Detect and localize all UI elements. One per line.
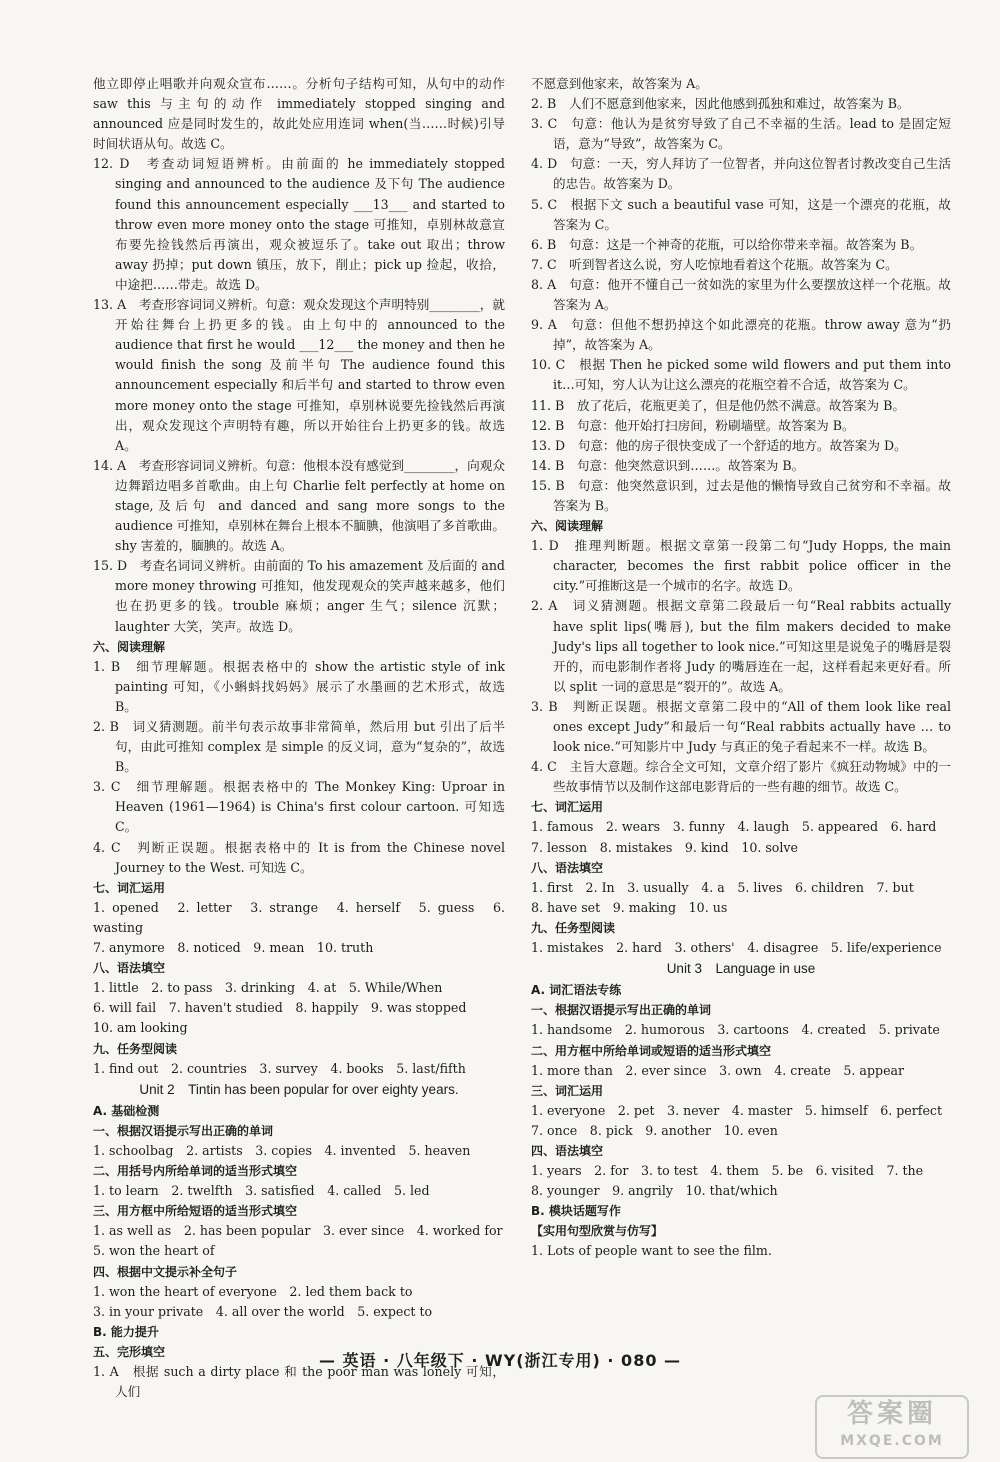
answer-line: 6. B 句意：这是一个神奇的花瓶，可以给你带来幸福。故答案为 B。 [531, 236, 923, 252]
section-heading: 一、根据汉语提示写出正确的单词 [93, 1123, 274, 1138]
answer-line: 9. A 句意：但他不想扔掉这个如此漂亮的花瓶。throw away 意为“扔掉”，故答案为 A。 [531, 317, 951, 353]
answer-line: 13. A 考查形容词词义辨析。句意：观众发现这个声明特别________，就开始往舞台上扔更多的钱。由上句中的 announced to the audience that first he would ___12___ the money and then he would finish the song 及前半句 The audience found this announcement especially 和后半句 and started to throw even more money onto the stage 可推知，卓别林说要先捡钱然后再演出，观众发现这个声明特有趣，所以开始往台上扔更多的钱。故选 A。 [93, 297, 505, 453]
answer-line: 1. B 细节理解题。根据表格中的 show the artistic style of ink painting 可知，《小蝌蚪找妈妈》展示了水墨画的艺术形式，故选 B。 [93, 658, 505, 714]
answer-line: 1. A 根据 such a dirty place 和 the poor man was lonely 可知，人们 [93, 1364, 505, 1400]
answer-line: 14. B 句意：他突然意识到……。故答案为 B。 [531, 457, 805, 473]
section-heading: B. 模块话题写作 [531, 1204, 621, 1219]
answer-line: 1. mistakes 2. hard 3. others' 4. disagree 5. life/experience [531, 940, 942, 956]
answer-line: 1. handsome 2. humorous 3. cartoons 4. created 5. private [531, 1022, 940, 1038]
answer-line: 10. am looking [93, 1020, 188, 1036]
section-heading: A. 基础检测 [93, 1103, 160, 1118]
left-column [93, 74, 505, 1402]
section-heading: 四、语法填空 [531, 1143, 604, 1158]
answer-line: 1. D 推理判断题。根据文章第一段第二句“Judy Hopps, the main character, becomes the first rabbit police officer in the city.”可推断这是一个城市的名字。故选 D。 [531, 538, 951, 594]
answer-line: 1. years 2. for 3. to test 4. them 5. be 6. visited 7. the [531, 1163, 924, 1179]
answer-line: 3. C 句意：他认为是贫穷导致了自己不幸福的生活。lead to 是固定短语，意为“导致”，故答案为 C。 [531, 116, 951, 152]
answer-line: 10. C 根据 Then he picked some wild flowers and put them into it…可知，穷人认为让这么漂亮的花瓶空着不合适，故答案为 C。 [531, 357, 951, 393]
answer-line: 2. A 词义猜测题。根据文章第二段最后一句“Real rabbits actually have split lips(嘴唇), but the film makers decided to make Judy's lips all together to look nice.”可知这里是说兔子的嘴唇是裂开的，而电影制作者将 Judy 的嘴唇连在一起，这样看起来更好看。所以 split 一词的意思是“裂开的”。故选 A。 [531, 598, 951, 694]
section-heading: A. 词汇语法专练 [531, 983, 622, 998]
watermark-logo [815, 1395, 969, 1459]
watermark-line2: MXQE.COM [840, 1433, 944, 1449]
answer-line: 12. D 考查动词短语辨析。由前面的 he immediately stopped singing and announced to the audience 及下句 The audience found this announcement especially ___13___ and started to throw even more money onto the stage 可推知，卓别林故意宣布要先捡钱然后再演出，观众被逗乐了。take out 取出；throw away 扔掉；put down 镇压，放下，削止；pick up 捡起，收拾，中途把……带走。故选 D。 [93, 156, 505, 292]
section-heading: 一、根据汉语提示写出正确的单词 [531, 1003, 712, 1018]
unit-title: Unit 2 Tintin has been popular for over eighty years. [139, 1081, 459, 1097]
answer-line: 1. as well as 2. has been popular 3. ever since 4. worked for [93, 1223, 503, 1239]
answer-line: 2. B 词义猜测题。前半句表示故事非常简单，然后用 but 引出了后半句，由此可推知 complex 是 simple 的反义词，意为“复杂的”，故选 B。 [93, 719, 505, 775]
answer-line: 7. anymore 8. noticed 9. mean 10. truth [93, 940, 374, 956]
section-heading: 四、根据中文提示补全句子 [93, 1264, 238, 1279]
section-heading: 六、阅读理解 [93, 639, 166, 654]
answer-line: 1. more than 2. ever since 3. own 4. create 5. appear [531, 1062, 905, 1078]
section-heading: 七、词汇运用 [93, 880, 166, 895]
answer-line: 2. B 人们不愿意到他家来，因此他感到孤独和难过，故答案为 B。 [531, 96, 910, 112]
answer-line: 12. B 句意：他开始打扫房间，粉刷墙壁。故答案为 B。 [531, 417, 855, 433]
answer-line: 5. won the heart of [93, 1243, 215, 1259]
answer-line: 4. C 主旨大意题。综合全文可知，文章介绍了影片《疯狂动物城》中的一些故事情节以及制作这部电影背后的一些有趣的细节。故选 C。 [531, 759, 951, 795]
answer-line: 1. opened 2. letter 3. strange 4. herself 5. guess 6. wasting [93, 899, 505, 935]
section-heading: 九、任务型阅读 [531, 920, 616, 935]
answer-line: 7. C 听到智者这么说，穷人吃惊地看着这个花瓶。故答案为 C。 [531, 256, 898, 272]
section-heading: 二、用方框中所给单词或短语的适当形式填空 [531, 1043, 772, 1058]
answer-line: 8. A 句意：他开不懂自己一贫如洗的家里为什么要摆放这样一个花瓶。故答案为 A。 [531, 276, 951, 313]
answer-line: 6. will fail 7. haven't studied 8. happily 9. was stopped [93, 1000, 467, 1016]
answer-line: 不愿意到他家来，故答案为 A。 [531, 76, 708, 91]
section-heading: 五、完形填空 [93, 1344, 166, 1359]
answer-line: 4. D 句意：一天，穷人拜访了一位智者，并向这位智者讨教改变自己生活的忠告。故答案为 D。 [531, 156, 951, 192]
answer-line: 4. C 判断正误题。根据表格中的 It is from the Chinese novel Journey to the West. 可知选 C。 [93, 839, 505, 875]
answer-line: 3. in your private 4. all over the world 5. expect to [93, 1303, 433, 1319]
answer-line: 他立即停止唱歌并向观众宣布……。分析句子结构可知，从句中的动作 saw this 与主句的动作 immediately stopped singing and announced 应是同时发生的，故此处应用连词 when(当……时候)引导时间状语从句。故选 C。 [93, 76, 505, 152]
answer-line: 1. Lots of people want to see the film. [531, 1243, 772, 1259]
answer-line: 1. schoolbag 2. artists 3. copies 4. invented 5. heaven [93, 1142, 471, 1158]
right-column [531, 74, 951, 1262]
unit-title: Unit 3 Language in use [666, 961, 816, 977]
watermark-line1: 答案圈 [846, 1399, 937, 1429]
section-heading: 八、语法填空 [531, 860, 604, 875]
answer-line: 7. once 8. pick 9. another 10. even [531, 1122, 778, 1138]
answer-line: 3. B 判断正误题。根据文章第二段中的“All of them look like real ones except Judy”和最后一句“Real rabbits actually have … to look nice.”可知影片中 Judy 与真正的兔子看起来不一样。故选 B。 [531, 698, 951, 755]
answer-line: 1. famous 2. wears 3. funny 4. laugh 5. appeared 6. hard [531, 819, 937, 835]
answer-line: 1. to learn 2. twelfth 3. satisfied 4. called 5. led [93, 1183, 430, 1199]
answer-line: 1. little 2. to pass 3. drinking 4. at 5. While/When [93, 980, 443, 996]
page-footer: — 英语 · 八年级下 · WY(浙江专用) · 080 — [318, 1351, 682, 1370]
answer-line: 8. younger 9. angrily 10. that/which [531, 1183, 778, 1199]
answer-line: 1. everyone 2. pet 3. never 4. master 5. himself 6. perfect [531, 1102, 943, 1118]
answer-line: 11. B 放了花后，花瓶更美了，但是他仍然不满意。故答案为 B。 [531, 397, 905, 413]
answer-line: 7. lesson 8. mistakes 9. kind 10. solve [531, 839, 798, 855]
section-heading: 二、用括号内所给单词的适当形式填空 [93, 1164, 298, 1179]
section-heading: 六、阅读理解 [531, 519, 604, 534]
section-heading: 【实用句型欣赏与仿写】 [531, 1224, 664, 1239]
section-heading: 三、词汇运用 [531, 1083, 604, 1098]
answer-line: 5. C 根据下文 such a beautiful vase 可知，这是一个漂亮的花瓶，故答案为 C。 [531, 196, 951, 232]
section-heading: B. 能力提升 [93, 1324, 159, 1339]
answer-line: 1. first 2. In 3. usually 4. a 5. lives 6. children 7. but [531, 879, 914, 895]
answer-line: 15. B 句意：他突然意识到，过去是他的懒惰导致自己贫穷和不幸福。故答案为 B。 [531, 477, 951, 513]
answer-line: 1. find out 2. countries 3. survey 4. books 5. last/fifth [93, 1060, 466, 1076]
answer-line: 3. C 细节理解题。根据表格中的 The Monkey King: Uproar in Heaven (1961—1964) is China's first colour cartoon. 可知选 C。 [93, 779, 505, 835]
section-heading: 七、词汇运用 [531, 800, 604, 815]
section-heading: 九、任务型阅读 [93, 1041, 178, 1056]
answer-line: 13. D 句意：他的房子很快变成了一个舒适的地方。故答案为 D。 [531, 437, 907, 453]
answer-line: 15. D 考查名词词义辨析。由前面的 To his amazement 及后面的 and more money throwing 可推知，他发现观众的笑声越来越多，他们也在扔更多的钱。trouble 麻烦；anger 生气；silence 沉默；laughter 大笑，笑声。故选 D。 [93, 558, 505, 634]
section-heading: 八、语法填空 [93, 961, 166, 976]
answer-line: 14. A 考查形容词词义辨析。句意：他根本没有感觉到________，向观众边舞蹈边唱多首歌曲。由上句 Charlie felt perfectly at home on stage,及后句 and danced and sang more songs to the audience 可推知，卓别林在舞台上根本不腼腆，他演唱了多首歌曲。shy 害羞的，腼腆的。故选 A。 [93, 457, 505, 554]
section-heading: 三、用方框中所给短语的适当形式填空 [93, 1204, 298, 1219]
answer-line: 1. won the heart of everyone 2. led them back to [93, 1283, 413, 1299]
answer-line: 8. have set 9. making 10. us [531, 899, 728, 915]
